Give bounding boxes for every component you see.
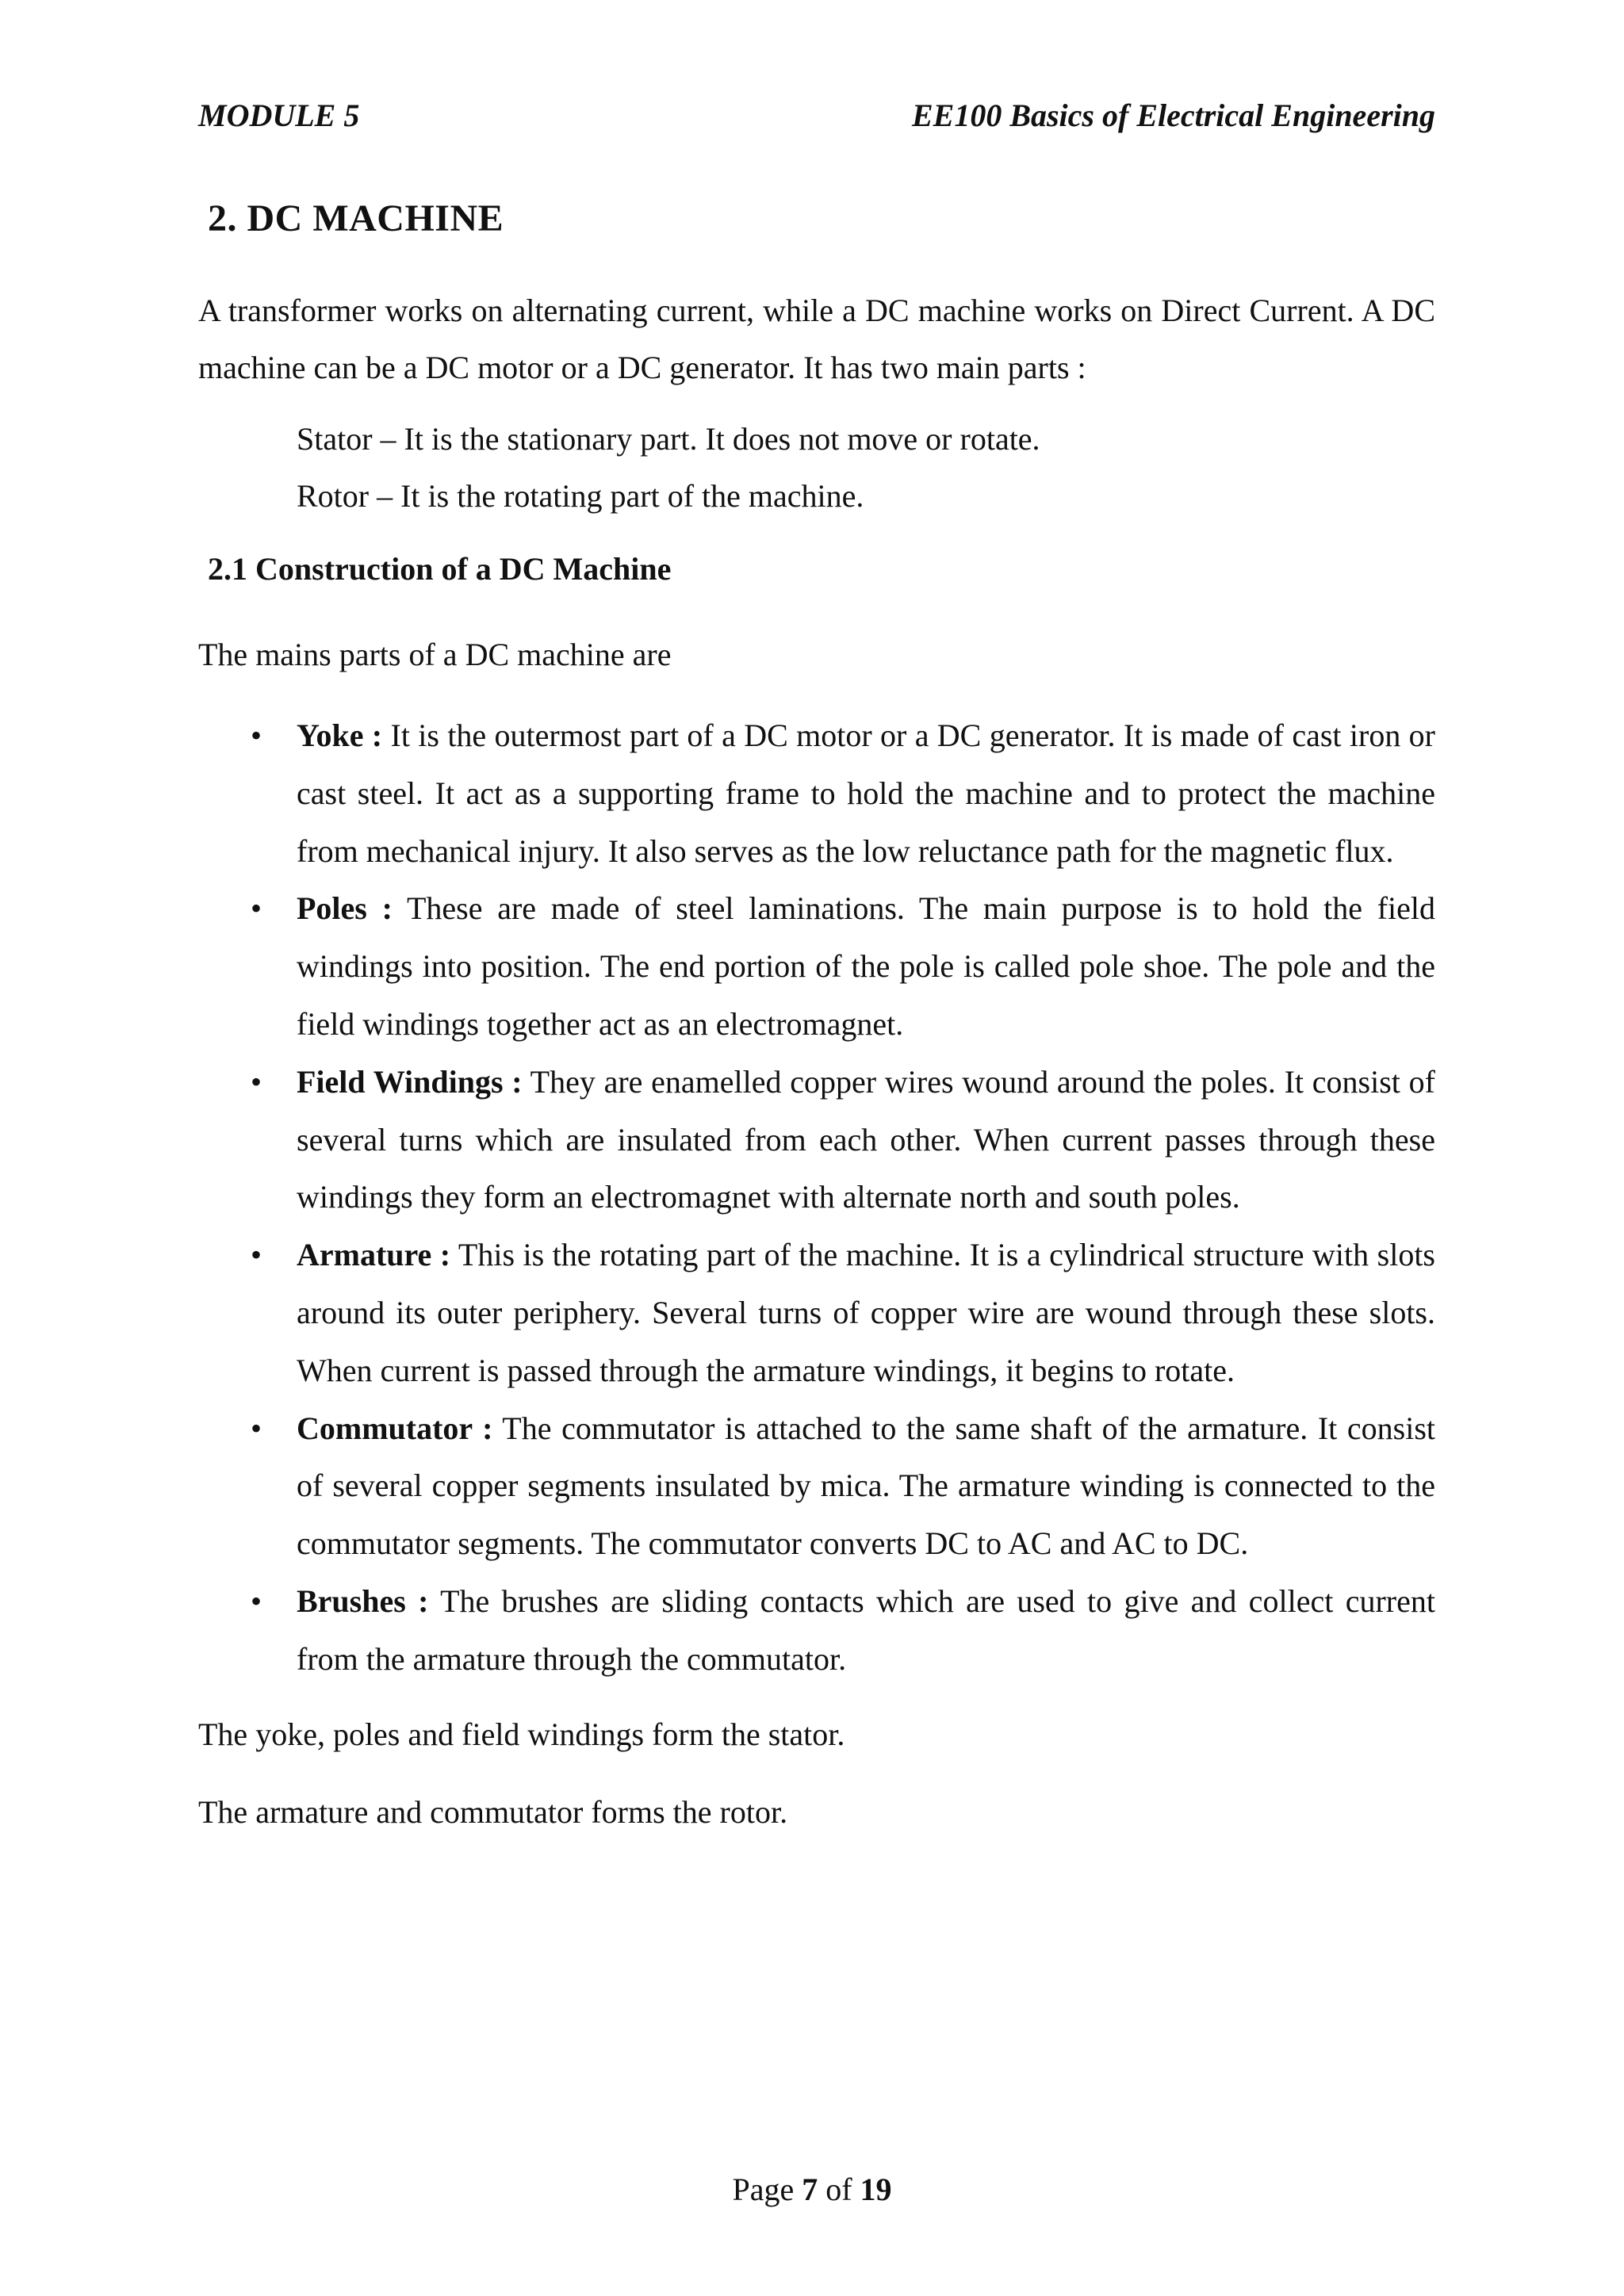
bullet-icon: • <box>251 1063 262 1100</box>
stator-definition: Stator – It is the stationary part. It does not move or rotate. <box>297 421 1040 457</box>
item-text: The brushes are sliding contacts which are used to give and collect current from the armature through the commutator. <box>297 1582 1435 1677</box>
bullet-icon: • <box>251 1237 262 1273</box>
item-term: Poles : <box>297 890 393 927</box>
page-number: 7 <box>802 2172 818 2207</box>
stator-summary: The yoke, poles and field windings form the stator. <box>198 1716 845 1752</box>
rotor-summary: The armature and commutator forms the rotor. <box>198 1794 788 1830</box>
item-term: Commutator : <box>297 1410 493 1446</box>
rotor-definition: Rotor – It is the rotating part of the machine. <box>297 478 864 514</box>
list-item-armature <box>198 1226 1435 1399</box>
bullet-icon: • <box>251 1582 262 1619</box>
bullet-icon: • <box>251 718 262 753</box>
section-heading: 2. DC MACHINE <box>208 197 504 239</box>
intro-paragraph: A transformer works on alternating current, while a DC machine works on Direct Current. A DC machine can be a DC motor or a DC generator. It has two main parts : <box>198 293 1435 385</box>
module-label: MODULE 5 <box>198 98 360 133</box>
item-text: They are enamelled copper wires wound around the poles. It consist of several turns which are insulated from each other. When current passes through these windings they form an electromagnet with alternate north and south poles. <box>297 1063 1435 1215</box>
item-text: This is the rotating part of the machine. It is a cylindrical structure with slots around its outer periphery. Several turns of copper wire are wound through these slots. When current is passed through the armature windings, it begins to rotate. <box>297 1237 1435 1388</box>
item-term: Yoke : <box>297 718 383 753</box>
item-text: The commutator is attached to the same shaft of the armature. It consist of several copper segments insulated by mica. The armature winding is connected to the commutator segments. The commutator converts DC to AC and AC to DC. <box>297 1410 1436 1562</box>
list-item-brushes <box>198 1573 1435 1689</box>
item-text: These are made of steel laminations. The main purpose is to hold the field windings into position. The end portion of the pole is called pole shoe. The pole and the field windings together act as an electromagnet. <box>297 890 1436 1042</box>
item-text: It is the outermost part of a DC motor or a DC generator. It is made of cast iron or cast steel. It act as a supporting frame to hold the machine and to protect the machine from mechanical injury. It also serves as the low reluctance path for the magnetic flux. <box>297 718 1436 869</box>
page-header <box>198 97 1435 144</box>
subsection-heading: 2.1 Construction of a DC Machine <box>208 551 672 587</box>
lead-paragraph: The mains parts of a DC machine are <box>198 637 672 672</box>
item-term: Brushes : <box>297 1582 429 1619</box>
bullet-icon: • <box>251 890 262 927</box>
course-title: EE100 Basics of Electrical Engineering <box>911 98 1435 133</box>
parts-list <box>198 707 1435 1689</box>
list-item-poles <box>198 880 1435 1053</box>
of-label: of <box>825 2172 852 2207</box>
item-term: Field Windings : <box>297 1063 523 1100</box>
item-term: Armature : <box>297 1237 451 1273</box>
list-item-commutator <box>198 1400 1435 1573</box>
total-pages: 19 <box>860 2172 892 2207</box>
list-item-yoke <box>198 707 1435 880</box>
bullet-icon: • <box>251 1410 262 1446</box>
page-footer <box>0 2171 1624 2208</box>
list-item-field-windings <box>198 1054 1435 1226</box>
page-label: Page <box>732 2172 795 2207</box>
